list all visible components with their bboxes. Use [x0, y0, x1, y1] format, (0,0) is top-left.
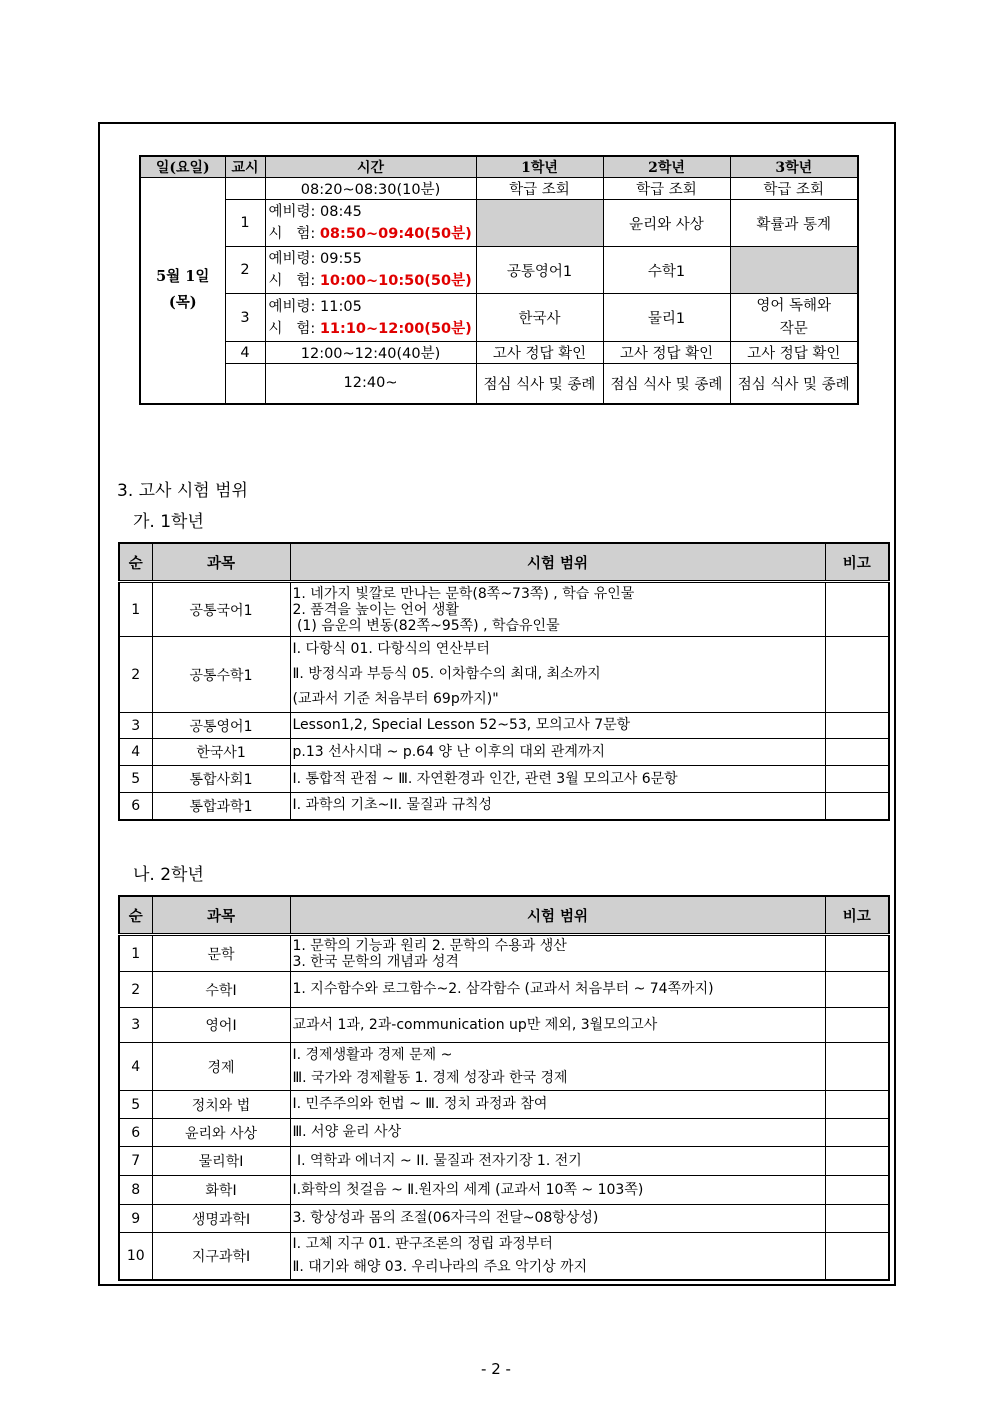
period-number: 1: [225, 200, 265, 247]
table-row: 6 통합과학1 I. 과학의 기초~II. 물질과 규칙성: [119, 793, 889, 820]
grade1-heading: 가. 1학년: [133, 512, 204, 532]
period2-g2: 수학1: [603, 247, 730, 294]
table-row: 3 영어Ⅰ 교과서 1과, 2과-communication up만 제외, 3월모의고사: [119, 1008, 889, 1043]
period1-time: 예비령: 08:45 시 험: 08:50~09:40(50분): [265, 200, 476, 247]
homeroom-row: [140, 178, 858, 200]
period4-row: [140, 342, 858, 364]
table-row: 4 한국사1 p.13 선사시대 ~ p.64 양 난 이후의 대외 관계까지: [119, 739, 889, 766]
table-row: 1 공통국어1 1. 네가지 빛깔로 만나는 문학(8쪽~73쪽) , 학습 유인물 2. 품격을 높이는 언어 생활 (1) 음운의 변동(82쪽~95쪽) , 학습유인물: [119, 582, 889, 637]
header-no: 순: [119, 896, 152, 935]
period3-time: 예비령: 11:05 시 험: 11:10~12:00(50분): [265, 294, 476, 342]
weekday-label: (목): [168, 294, 197, 312]
period1-g2: 윤리와 사상: [603, 200, 730, 247]
header-range: 시험 범위: [290, 543, 825, 582]
period3-g3: 영어 독해와 작문: [730, 294, 858, 342]
period4-time: 12:00~12:40(40분): [265, 342, 476, 364]
period1-row: [140, 200, 858, 247]
header-subject: 과목: [152, 896, 290, 935]
table-row: 2 수학Ⅰ 1. 지수함수와 로그함수~2. 삼각함수 (교과서 처음부터 ~ 74쪽까지): [119, 972, 889, 1008]
header-grade2: 2학년: [603, 156, 730, 178]
table-row: 5 통합사회1 Ⅰ. 통합적 관점 ~ Ⅲ. 자연환경과 인간, 관련 3월 모의고사 6문항: [119, 766, 889, 793]
exam-schedule-table: [139, 155, 859, 405]
header-note: 비고: [825, 896, 889, 935]
grade1-header-row: [119, 543, 889, 582]
lunch-row: [140, 364, 858, 404]
header-time: 시간: [265, 156, 476, 178]
table-row: 3 공통영어1 Lesson1,2, Special Lesson 52~53, 모의고사 7문항: [119, 713, 889, 739]
grade2-range-table: [118, 895, 890, 1281]
section3-heading: 3. 고사 시험 범위: [117, 481, 248, 501]
table-row: 5 정치와 법 Ⅰ. 민주주의와 헌법 ~ Ⅲ. 정치 과정과 참여: [119, 1091, 889, 1119]
header-subject: 과목: [152, 543, 290, 582]
period2-g1: 공통영어1: [476, 247, 603, 294]
schedule-header-row: [140, 156, 858, 178]
day-label: 5월 1일: [156, 268, 210, 286]
period4-g2: 고사 정답 확인: [603, 342, 730, 364]
table-row: 2 공통수학1 Ⅰ. 다항식 01. 다항식의 연산부터 Ⅱ. 방정식과 부등식 05. 이차함수의 최대, 최소까지 (교과서 기준 처음부터 69p까지)": [119, 637, 889, 713]
homeroom-g3: 학급 조회: [730, 178, 858, 200]
header-grade3: 3학년: [730, 156, 858, 178]
grade2-heading: 나. 2학년: [133, 865, 204, 885]
table-row: 6 윤리와 사상 Ⅲ. 서양 윤리 사상: [119, 1119, 889, 1147]
header-period: 교시: [225, 156, 265, 178]
lunch-g2: 점심 식사 및 종례: [603, 364, 730, 404]
period3-g2: 물리1: [603, 294, 730, 342]
homeroom-g2: 학급 조회: [603, 178, 730, 200]
period2-row: [140, 247, 858, 294]
empty-cell: [730, 247, 858, 294]
period1-g3: 확률과 통계: [730, 200, 858, 247]
empty-cell: [476, 200, 603, 247]
grade2-header-row: [119, 896, 889, 935]
period4-g1: 고사 정답 확인: [476, 342, 603, 364]
homeroom-time: 08:20~08:30(10분): [265, 178, 476, 200]
period3-g1: 한국사: [476, 294, 603, 342]
header-grade1: 1학년: [476, 156, 603, 178]
period2-time: 예비령: 09:55 시 험: 10:00~10:50(50분): [265, 247, 476, 294]
page-number: - 2 -: [481, 1360, 511, 1378]
period-number: 4: [225, 342, 265, 364]
header-day: 일(요일): [140, 156, 225, 178]
day-cell: [140, 178, 225, 404]
period-number: 2: [225, 247, 265, 294]
lunch-g1: 점심 식사 및 종례: [476, 364, 603, 404]
table-row: 10 지구과학Ⅰ Ⅰ. 고체 지구 01. 판구조론의 정립 과정부터 Ⅱ. 대기와 해양 03. 우리나라의 주요 악기상 까지: [119, 1233, 889, 1281]
grade1-range-table: [118, 542, 890, 821]
table-row: 7 물리학Ⅰ I. 역학과 에너지 ~ II. 물질과 전자기장 1. 전기: [119, 1147, 889, 1176]
period-number: 3: [225, 294, 265, 342]
table-row: 1 문학 1. 문학의 기능과 원리 2. 문학의 수용과 생산 3. 한국 문학의 개념과 성격: [119, 935, 889, 972]
header-no: 순: [119, 543, 152, 582]
header-note: 비고: [825, 543, 889, 582]
header-range: 시험 범위: [290, 896, 825, 935]
table-row: 8 화학Ⅰ Ⅰ.화학의 첫걸음 ~ Ⅱ.원자의 세계 (교과서 10쪽 ~ 103쪽): [119, 1176, 889, 1205]
table-row: 9 생명과학Ⅰ 3. 항상성과 몸의 조절(06자극의 전달~08항상성): [119, 1205, 889, 1233]
table-row: 4 경제 Ⅰ. 경제생활과 경제 문제 ~ Ⅲ. 국가와 경제활동 1. 경제 성장과 한국 경제: [119, 1043, 889, 1091]
period3-row: [140, 294, 858, 342]
period4-g3: 고사 정답 확인: [730, 342, 858, 364]
homeroom-g1: 학급 조회: [476, 178, 603, 200]
lunch-g3: 점심 식사 및 종례: [730, 364, 858, 404]
lunch-time: 12:40~: [265, 364, 476, 404]
